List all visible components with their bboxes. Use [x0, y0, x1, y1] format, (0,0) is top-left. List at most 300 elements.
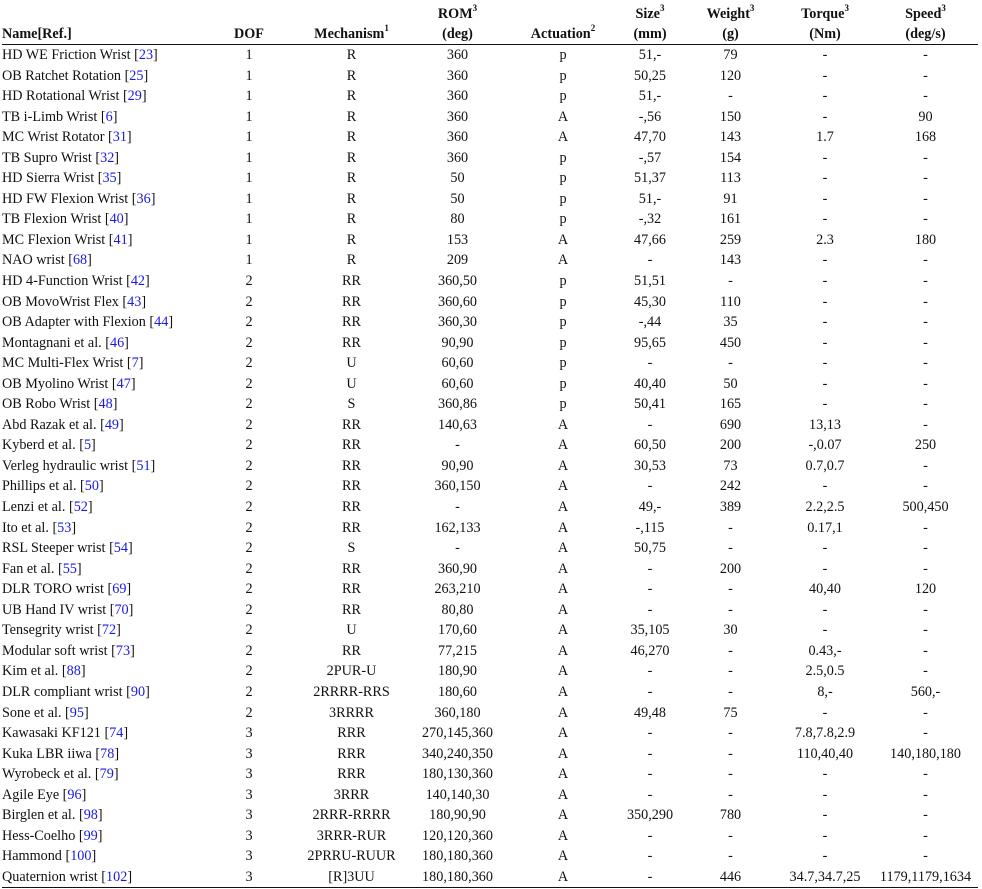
citation-link[interactable]: 100 — [70, 848, 92, 865]
cell-speed: - — [923, 478, 928, 495]
cell-torque: - — [822, 355, 828, 372]
cell-act: A — [557, 807, 569, 824]
cell-weight: 200 — [719, 437, 742, 454]
cell-act: A — [557, 560, 569, 577]
table-row — [2, 518, 978, 539]
table-row — [2, 333, 978, 354]
table-row — [2, 764, 978, 785]
cell-mech: R — [346, 129, 357, 146]
cell-torque: - — [822, 622, 828, 639]
row-name: DLR TORO wrist — [2, 581, 104, 598]
cell-name: NAO wrist [68] — [2, 252, 92, 269]
cell-size: - — [647, 786, 653, 803]
citation-link[interactable]: 73 — [115, 642, 131, 659]
cell-torque: - — [822, 211, 828, 228]
cell-name: OB Ratchet Rotation [25] — [2, 67, 149, 84]
cell-torque: - — [822, 848, 828, 865]
cell-torque: 8,- — [817, 683, 833, 700]
cell-torque: 2.2,2.5 — [805, 499, 845, 516]
cell-rom: 60,60 — [441, 355, 474, 372]
cell-size: - — [647, 683, 653, 700]
cell-weight: - — [728, 663, 733, 680]
cell-speed: - — [923, 314, 928, 331]
cell-speed: - — [923, 663, 928, 680]
cell-size: -,56 — [638, 108, 662, 125]
cell-name: DLR compliant wrist [90] — [2, 683, 150, 700]
cell-torque: 110,40,40 — [796, 745, 854, 762]
citation-link[interactable]: 32 — [100, 149, 115, 166]
citation-link[interactable]: 70 — [114, 601, 129, 618]
cell-dof: 2 — [245, 704, 253, 721]
row-name: Lenzi et al. — [2, 499, 66, 516]
table-row — [2, 846, 978, 867]
citation-link[interactable]: 36 — [136, 190, 151, 207]
header-size: Size$^3$ (mm) — [616, 4, 684, 45]
cell-size: - — [647, 581, 653, 598]
cell-dof: 2 — [245, 663, 253, 680]
cell-act: A — [557, 416, 569, 433]
cell-rom: 60,60 — [441, 375, 474, 392]
cell-rom: 77,215 — [437, 642, 477, 659]
row-name: MC Flexion Wrist — [2, 231, 106, 248]
cell-torque: - — [822, 67, 828, 84]
cell-size: 50,25 — [634, 67, 666, 84]
row-name: TB i-Limb Wrist — [2, 108, 98, 125]
cell-rom: 360 — [446, 88, 469, 105]
cell-name: Hammond [100] — [2, 848, 97, 865]
cell-torque: - — [822, 827, 828, 844]
cell-rom: 90,90 — [441, 334, 474, 351]
row-name: TB Flexion Wrist — [2, 211, 102, 228]
cell-torque: - — [822, 396, 828, 413]
cell-torque: 2.5,0.5 — [805, 663, 845, 680]
cell-weight: 75 — [723, 704, 738, 721]
cell-name: OB Myolino Wrist [47] — [2, 375, 136, 392]
cell-name: OB Robo Wrist [48] — [2, 396, 118, 413]
cell-dof: 1 — [245, 67, 253, 84]
cell-weight: 259 — [719, 231, 742, 248]
citation-link[interactable]: 48 — [98, 396, 113, 413]
header-actuation: Actuation$^2$ — [510, 4, 616, 45]
cell-dof: 2 — [245, 519, 253, 536]
cell-speed: - — [923, 540, 928, 557]
citation-link[interactable]: 99 — [83, 827, 98, 844]
citation-link[interactable]: 102 — [106, 868, 128, 885]
cell-act: A — [557, 725, 569, 742]
row-name: NAO wrist — [2, 252, 65, 269]
cell-name: Sone et al. [95] — [2, 704, 89, 721]
cell-dof: 3 — [245, 766, 253, 783]
cell-mech: RR — [342, 273, 361, 290]
cell-dof: 1 — [245, 211, 253, 228]
cell-mech: [R]3UU — [298, 867, 405, 888]
row-name: TB Supro Wrist — [2, 149, 92, 166]
citation-link[interactable]: 46 — [109, 334, 125, 351]
cell-size: - — [647, 848, 653, 865]
cell-weight: - — [728, 827, 733, 844]
cell-mech: S — [347, 540, 356, 557]
cell-act: p — [559, 211, 567, 228]
citation-link[interactable]: 53 — [57, 519, 72, 536]
cell-dof: 1 — [245, 108, 253, 125]
citation-link[interactable]: 98 — [83, 807, 98, 824]
row-name: Kawasaki KF121 — [2, 725, 101, 742]
cell-mech: U — [346, 375, 357, 392]
cell-weight: - — [728, 642, 733, 659]
cell-mech: S — [347, 396, 356, 413]
cell-size: - — [647, 663, 653, 680]
row-name: OB Myolino Wrist — [2, 375, 109, 392]
cell-dof: 1 — [245, 190, 253, 207]
cell-dof: 1 — [245, 149, 253, 166]
cell-weight: 161 — [719, 211, 742, 228]
cell-speed: - — [923, 355, 928, 372]
citation-link[interactable]: 69 — [112, 581, 127, 598]
citation-link[interactable]: 29 — [127, 88, 142, 105]
table-row — [2, 497, 978, 518]
cell-act: A — [557, 129, 569, 146]
cell-speed: 90 — [918, 108, 933, 125]
cell-weight: 446 — [684, 867, 777, 888]
header-name: Name[Ref.] — [2, 4, 200, 45]
cell-rom: 360,30 — [437, 314, 477, 331]
cell-weight: 154 — [719, 149, 742, 166]
citation-link[interactable]: 50 — [84, 478, 99, 495]
cell-speed: 500,450 — [902, 499, 949, 516]
table-row — [2, 703, 978, 724]
cell-dof: 3 — [245, 786, 253, 803]
cell-dof: 2 — [245, 437, 253, 454]
cell-speed: - — [923, 601, 928, 618]
citation-link[interactable]: 52 — [73, 499, 88, 516]
cell-dof: 2 — [245, 375, 253, 392]
cell-torque: - — [822, 149, 828, 166]
cell-mech: R — [346, 67, 357, 84]
row-name: MC Multi-Flex Wrist — [2, 355, 124, 372]
wrist-comparison-table — [2, 4, 978, 888]
cell-act: A — [557, 252, 569, 269]
cell-size: -,57 — [638, 149, 662, 166]
header-rom: ROM$^3$ (deg) — [405, 4, 510, 45]
citation-link[interactable]: 74 — [109, 725, 124, 742]
citation-link[interactable]: 25 — [129, 67, 144, 84]
table-row — [2, 86, 978, 107]
cell-mech: RRR — [337, 766, 366, 783]
cell-dof: 1 — [245, 231, 253, 248]
cell-name: Kawasaki KF121 [74] — [2, 725, 129, 742]
citation-link[interactable]: 40 — [109, 211, 124, 228]
cell-weight: - — [728, 786, 733, 803]
cell-speed: - — [923, 848, 928, 865]
cell-rom: 360 — [446, 67, 469, 84]
cell-mech: R — [346, 47, 357, 63]
citation-link[interactable]: 55 — [62, 560, 77, 577]
cell-rom: 360,180 — [434, 704, 481, 721]
table-row — [2, 456, 978, 477]
cell-mech: RR — [342, 437, 361, 454]
cell-dof: 3 — [245, 725, 253, 742]
table-row — [2, 785, 978, 806]
cell-dof: 2 — [245, 622, 253, 639]
cell-speed: - — [923, 519, 928, 536]
table-row — [2, 600, 978, 621]
cell-mech: R — [346, 170, 357, 187]
cell-rom: 180,180,360 — [405, 867, 510, 888]
cell-weight: 143 — [719, 252, 742, 269]
cell-dof: 2 — [245, 457, 253, 474]
cell-name: Kyberd et al. [5] — [2, 437, 96, 454]
cell-speed: - — [923, 766, 928, 783]
citation-link[interactable]: 96 — [67, 786, 82, 803]
cell-rom: 120,120,360 — [422, 827, 493, 844]
citation-link[interactable]: 5 — [83, 437, 92, 454]
table-row — [2, 353, 978, 374]
cell-size: - — [647, 478, 653, 495]
header-torque: Torque$^3$ (Nm) — [777, 4, 873, 45]
citation-link[interactable]: 90 — [130, 683, 146, 700]
cell-dof: 3 — [245, 827, 253, 844]
cell-mech: U — [346, 355, 357, 372]
cell-dof: 1 — [245, 252, 253, 269]
cell-size: - — [647, 252, 653, 269]
cell-weight: - — [728, 540, 733, 557]
cell-name: Ito et al. [53] — [2, 519, 77, 536]
cell-torque: - — [822, 766, 828, 783]
cell-name: Lenzi et al. [52] — [2, 499, 93, 516]
cell-act: p — [559, 375, 567, 392]
cell-rom: 360 — [446, 47, 469, 63]
cell-speed: 250 — [914, 437, 937, 454]
citation-link[interactable]: 95 — [69, 704, 84, 721]
cell-weight: 200 — [719, 560, 742, 577]
cell-rom: 90,90 — [441, 457, 474, 474]
citation-link[interactable]: 72 — [101, 622, 117, 639]
cell-dof: 1 — [245, 129, 253, 146]
citation-link[interactable]: 43 — [127, 293, 142, 310]
citation-link[interactable]: 42 — [130, 273, 146, 290]
cell-torque: - — [822, 478, 828, 495]
cell-torque: - — [822, 314, 828, 331]
cell-rom: 180,90,90 — [429, 807, 486, 824]
cell-act: A — [557, 499, 569, 516]
cell-size: 30,53 — [634, 457, 666, 474]
citation-link[interactable]: 51 — [136, 457, 151, 474]
cell-act: p — [559, 88, 567, 105]
row-name: Hess-Coelho — [2, 827, 76, 844]
cell-torque: - — [822, 190, 828, 207]
cell-size: 50,75 — [634, 540, 666, 557]
cell-torque: - — [822, 273, 828, 290]
cell-rom: 80 — [450, 211, 465, 228]
cell-rom: 180,60 — [437, 683, 477, 700]
table-row — [2, 394, 978, 415]
cell-dof: 1 — [245, 88, 253, 105]
cell-act: A — [557, 848, 569, 865]
cell-weight: 780 — [719, 807, 742, 824]
cell-size: - — [647, 725, 653, 742]
citation-link[interactable]: 68 — [72, 252, 88, 269]
cell-dof: 3 — [245, 745, 253, 762]
cell-act: A — [557, 622, 569, 639]
cell-torque: 0.7,0.7 — [805, 457, 845, 474]
cell-weight: 30 — [723, 622, 738, 639]
citation-link[interactable]: 41 — [113, 231, 128, 248]
cell-torque: - — [822, 540, 828, 557]
cell-size: 95,65 — [634, 334, 666, 351]
cell-speed: - — [923, 622, 928, 639]
cell-mech: 2RRRR-RRS — [313, 683, 390, 700]
row-name: Phillips et al. — [2, 478, 77, 495]
row-name: Ito et al. — [2, 519, 49, 536]
cell-size: -,115 — [635, 519, 665, 536]
cell-weight: 91 — [723, 190, 738, 207]
citation-link[interactable]: 88 — [66, 663, 81, 680]
cell-speed: - — [923, 642, 928, 659]
cell-act: A — [557, 540, 569, 557]
cell-act: A — [557, 581, 569, 598]
cell-name: RSL Steeper wrist [54] — [2, 540, 133, 557]
row-name: Tensegrity wrist — [2, 622, 94, 639]
cell-weight: - — [728, 766, 733, 783]
cell-speed: - — [923, 88, 928, 105]
table-row — [2, 271, 978, 292]
cell-name: Abd Razak et al. [49] — [2, 416, 124, 433]
row-name: Birglen et al. — [2, 807, 76, 824]
table-row — [2, 374, 978, 395]
table-row — [2, 66, 978, 87]
cell-mech: 3RRRR — [329, 704, 374, 721]
cell-weight: 143 — [719, 129, 742, 146]
cell-size: -,32 — [638, 211, 662, 228]
citation-link[interactable]: 44 — [154, 314, 169, 331]
cell-speed: - — [923, 252, 928, 269]
row-name: Verleg hydraulic wrist — [2, 457, 129, 474]
table-row — [2, 538, 978, 559]
cell-weight: 35 — [723, 314, 738, 331]
cell-torque: 7.8,7.8,2.9 — [794, 725, 856, 742]
cell-weight: - — [728, 581, 733, 598]
cell-speed: - — [923, 786, 928, 803]
cell-dof: 3 — [200, 867, 298, 888]
cell-rom: 360 — [446, 129, 469, 146]
cell-torque: - — [822, 704, 828, 721]
cell-name: Quaternion wrist [102] — [2, 867, 200, 888]
cell-speed: - — [923, 273, 928, 290]
cell-mech: RR — [342, 457, 361, 474]
cell-weight: - — [728, 683, 733, 700]
citation-link[interactable]: 31 — [112, 129, 127, 146]
cell-act: p — [559, 170, 567, 187]
cell-size: 49,48 — [634, 704, 666, 721]
cell-mech: RR — [342, 560, 361, 577]
table-row — [2, 744, 978, 765]
citation-link[interactable]: 78 — [100, 745, 115, 762]
cell-speed: - — [923, 457, 928, 474]
cell-mech: RR — [342, 601, 361, 618]
cell-torque: - — [822, 170, 828, 187]
cell-act: A — [557, 231, 569, 248]
cell-name: HD Rotational Wrist [29] — [2, 88, 147, 105]
table-row — [2, 107, 978, 128]
cell-act: A — [557, 663, 569, 680]
cell-act: p — [559, 47, 567, 63]
cell-rom: 140,140,30 — [425, 786, 490, 803]
cell-rom: 209 — [446, 252, 469, 269]
cell-mech: 2PUR-U — [326, 663, 377, 680]
cell-size: 51,- — [638, 190, 662, 207]
row-name: Sone et al. — [2, 704, 62, 721]
citation-link[interactable]: 49 — [104, 416, 120, 433]
row-name: MC Wrist Rotator — [2, 129, 105, 146]
cell-size: - — [647, 766, 653, 783]
cell-weight: - — [728, 848, 733, 865]
cell-weight: - — [728, 519, 733, 536]
cell-size: 51,51 — [634, 273, 666, 290]
row-name: HD WE Friction Wrist — [2, 47, 131, 63]
cell-mech: RR — [342, 478, 361, 495]
citation-link[interactable]: 47 — [116, 375, 131, 392]
citation-link[interactable]: 79 — [99, 766, 114, 783]
cell-speed: - — [923, 725, 928, 742]
cell-dof: 2 — [245, 334, 253, 351]
cell-name: OB Adapter with Flexion [44] — [2, 314, 174, 331]
cell-mech: RR — [342, 642, 361, 659]
cell-rom: 360,90 — [437, 560, 477, 577]
cell-speed: - — [923, 375, 928, 392]
citation-link[interactable]: 23 — [138, 47, 154, 63]
cell-speed: - — [923, 293, 928, 310]
cell-speed: - — [923, 560, 928, 577]
cell-size: 40,40 — [634, 375, 666, 392]
cell-act: p — [559, 396, 567, 413]
table-row — [2, 415, 978, 436]
cell-speed: - — [923, 827, 928, 844]
cell-mech: RR — [342, 499, 361, 516]
cell-size: 60,50 — [634, 437, 666, 454]
row-name: Agile Eye — [2, 786, 60, 803]
citation-link[interactable]: 7 — [131, 355, 139, 372]
cell-rom: 180,180,360 — [422, 848, 493, 865]
table-row — [2, 723, 978, 744]
row-name: UB Hand IV wrist — [2, 601, 107, 618]
cell-rom: 162,133 — [434, 519, 481, 536]
cell-act: A — [557, 601, 569, 618]
citation-link[interactable]: 54 — [113, 540, 128, 557]
cell-act: A — [557, 704, 569, 721]
citation-link[interactable]: 6 — [105, 108, 113, 125]
cell-weight: 242 — [719, 478, 742, 495]
cell-speed: - — [923, 47, 928, 63]
cell-name: Tensegrity wrist [72] — [2, 622, 121, 639]
cell-act: p — [559, 293, 567, 310]
cell-mech: R — [346, 108, 357, 125]
cell-speed: - — [923, 149, 928, 166]
row-name: RSL Steeper wrist — [2, 540, 106, 557]
citation-link[interactable]: 35 — [102, 170, 117, 187]
cell-dof: 3 — [245, 848, 253, 865]
cell-weight: 389 — [719, 499, 742, 516]
cell-speed: 140,180,180 — [890, 745, 961, 762]
table-row — [2, 189, 978, 210]
cell-torque: 0.43,- — [808, 642, 842, 659]
table-row — [2, 168, 978, 189]
cell-size: 50,41 — [634, 396, 666, 413]
cell-name: OB MovoWrist Flex [43] — [2, 293, 147, 310]
cell-mech: RR — [342, 334, 361, 351]
cell-dof: 2 — [245, 416, 253, 433]
cell-name: Kim et al. [88] — [2, 663, 86, 680]
cell-torque: -,0.07 — [808, 437, 842, 454]
